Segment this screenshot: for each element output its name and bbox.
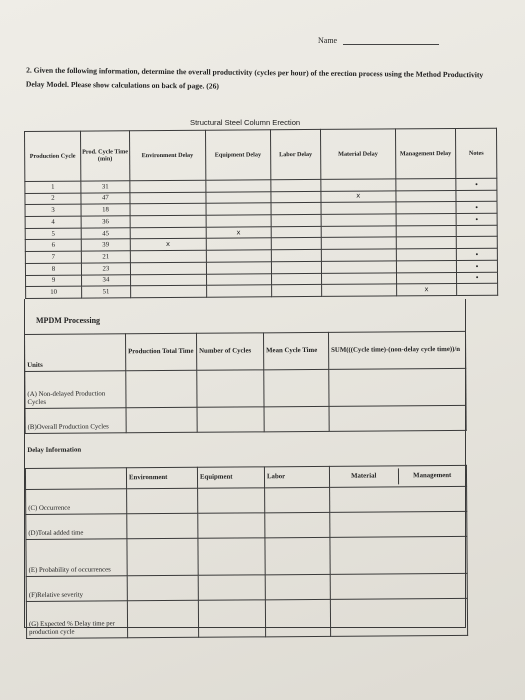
cell-time: 51 xyxy=(82,286,131,298)
cell-env[interactable] xyxy=(130,250,206,262)
row-f-label: (F)Relative severity xyxy=(26,576,127,602)
cell-equip[interactable] xyxy=(206,285,271,297)
cell-labor[interactable] xyxy=(271,285,321,297)
col-material: Material xyxy=(330,468,399,484)
row-d-mat-mgmt[interactable] xyxy=(330,511,467,537)
cell-mgmt[interactable] xyxy=(395,178,456,190)
cell-notes[interactable] xyxy=(456,237,497,249)
cell-env[interactable] xyxy=(130,274,206,286)
cell-labor[interactable] xyxy=(271,261,321,273)
cell-time: 45 xyxy=(81,227,130,239)
cell-equip[interactable] xyxy=(206,273,271,285)
row-e-labor[interactable] xyxy=(265,537,330,574)
col-header-cycle: Production Cycle xyxy=(25,131,81,181)
row-e-label: (E) Probability of occurrences xyxy=(26,539,127,577)
cell-material[interactable] xyxy=(321,214,396,226)
row-e-mat-mgmt[interactable] xyxy=(330,536,467,574)
cell-mgmt[interactable] xyxy=(396,202,457,214)
delay-header-blank xyxy=(25,468,126,490)
col-equipment: Equipment xyxy=(197,467,264,488)
row-b-label: (B)Overall Production Cycles xyxy=(25,408,126,434)
cell-time: 18 xyxy=(81,204,130,216)
cell-env[interactable]: x xyxy=(130,239,206,251)
row-a-sum[interactable] xyxy=(329,368,466,406)
cell-cycle: 6 xyxy=(25,240,81,252)
cell-equip[interactable] xyxy=(206,250,271,262)
cell-notes[interactable]: • xyxy=(457,272,498,284)
cell-time: 21 xyxy=(81,251,130,263)
cell-cycle: 2 xyxy=(25,193,81,205)
row-g-mat-mgmt[interactable] xyxy=(330,598,467,636)
row-d-env[interactable] xyxy=(127,513,198,538)
row-g-equip[interactable] xyxy=(198,600,265,637)
cell-mgmt[interactable] xyxy=(396,260,457,272)
row-d-label: (D)Total added time xyxy=(26,514,127,540)
row-a-mean-cycle[interactable] xyxy=(264,369,329,406)
cell-notes[interactable]: • xyxy=(457,260,498,272)
cell-env[interactable] xyxy=(130,180,206,192)
cycle-rows xyxy=(25,178,498,298)
cell-labor[interactable] xyxy=(271,214,321,226)
cell-equip[interactable] xyxy=(206,262,271,274)
cell-env[interactable] xyxy=(130,285,206,297)
cell-labor[interactable] xyxy=(271,273,321,285)
col-mean-cycle: Mean Cycle Time xyxy=(263,332,328,369)
row-c-equip[interactable] xyxy=(198,488,265,513)
cell-material[interactable]: x xyxy=(321,191,396,203)
cell-cycle: 1 xyxy=(25,181,81,193)
col-header-equip: Equipment Delay xyxy=(205,130,271,180)
row-b-prod-total[interactable] xyxy=(126,407,197,432)
row-f-labor[interactable] xyxy=(265,574,330,599)
question-text: 2. Given the following information, determine the overall productivity (cycles per hour) of the erection process using the Method Productivity Delay Model. Please show calculations on back of page. (26) xyxy=(25,65,484,91)
cell-material[interactable] xyxy=(321,249,396,261)
row-c-mat-mgmt[interactable] xyxy=(330,486,467,512)
cell-cycle: 10 xyxy=(26,286,82,298)
cell-notes[interactable]: • xyxy=(456,248,497,260)
cell-cycle: 4 xyxy=(25,216,81,228)
cell-mgmt[interactable]: x xyxy=(396,284,457,296)
cell-mgmt[interactable] xyxy=(396,272,457,284)
row-c-env[interactable] xyxy=(127,488,198,513)
cell-time: 31 xyxy=(81,181,130,193)
name-blank-line[interactable] xyxy=(343,36,439,45)
cell-notes[interactable]: • xyxy=(456,201,497,213)
row-g-labor[interactable] xyxy=(265,599,330,636)
row-a-num-cycles[interactable] xyxy=(197,370,264,407)
cell-env[interactable] xyxy=(130,262,206,274)
mpdm-heading: MPDM Processing xyxy=(36,316,101,325)
cell-env[interactable] xyxy=(130,204,206,216)
cell-material[interactable] xyxy=(321,179,396,191)
cell-material[interactable] xyxy=(321,261,396,273)
row-b-sum[interactable] xyxy=(329,405,466,431)
col-prod-total: Production Total Time xyxy=(126,333,197,370)
name-label: Name xyxy=(318,36,338,45)
mpdm-table xyxy=(24,331,468,639)
col-header-notes: Notes xyxy=(456,128,497,178)
col-header-mgmt: Management Delay xyxy=(395,128,456,178)
row-b-mean-cycle[interactable] xyxy=(264,406,329,431)
cell-labor[interactable] xyxy=(271,226,321,238)
cell-time: 47 xyxy=(81,192,130,204)
row-b-num-cycles[interactable] xyxy=(197,407,264,432)
cycle-delay-table xyxy=(24,128,498,299)
cell-time: 36 xyxy=(81,216,130,228)
col-labor: Labor xyxy=(264,466,329,487)
units-label: Units xyxy=(25,334,126,372)
cell-equip[interactable] xyxy=(206,215,271,227)
cell-notes[interactable] xyxy=(456,225,497,237)
col-num-cycles: Number of Cycles xyxy=(196,333,263,370)
row-a-prod-total[interactable] xyxy=(126,370,197,407)
cell-labor[interactable] xyxy=(271,191,321,203)
col-management: Management xyxy=(413,472,452,480)
row-c-label: (C) Occurrence xyxy=(26,489,127,515)
table-title: Structural Steel Column Erection xyxy=(190,118,301,127)
cell-equip[interactable] xyxy=(206,203,271,215)
cell-equip[interactable] xyxy=(205,180,270,192)
cell-material[interactable] xyxy=(321,237,396,249)
cell-equip[interactable]: x xyxy=(206,226,271,238)
row-e-env[interactable] xyxy=(127,538,198,575)
row-f-env[interactable] xyxy=(127,575,198,600)
cell-equip[interactable] xyxy=(206,191,271,203)
cell-cycle: 5 xyxy=(25,228,81,240)
cell-mgmt[interactable] xyxy=(396,213,457,225)
cell-cycle: 8 xyxy=(25,263,81,275)
cell-material[interactable] xyxy=(321,272,396,284)
cell-labor[interactable] xyxy=(271,203,321,215)
cell-notes[interactable] xyxy=(457,283,498,295)
cell-time: 23 xyxy=(81,263,130,275)
col-header-material: Material Delay xyxy=(320,129,395,179)
cell-cycle: 3 xyxy=(25,204,81,216)
col-header-labor: Labor Delay xyxy=(270,129,320,179)
col-header-env: Environment Delay xyxy=(129,130,205,180)
delay-info-heading: Delay Information xyxy=(27,446,82,454)
cell-material[interactable] xyxy=(321,226,396,238)
row-f-equip[interactable] xyxy=(198,575,265,600)
table-row xyxy=(26,283,498,298)
cell-time: 34 xyxy=(81,274,130,286)
row-e-equip[interactable] xyxy=(198,538,265,575)
cell-labor[interactable] xyxy=(271,179,321,191)
cell-env[interactable] xyxy=(130,215,206,227)
cell-cycle: 9 xyxy=(26,275,82,287)
row-a-label: (A) Non-delayed Production Cycles xyxy=(25,371,126,409)
cell-mgmt[interactable] xyxy=(396,249,457,261)
cell-labor[interactable] xyxy=(271,250,321,262)
cell-cycle: 7 xyxy=(25,251,81,263)
cell-time: 39 xyxy=(81,239,130,251)
cell-labor[interactable] xyxy=(271,238,321,250)
cell-mgmt[interactable] xyxy=(395,190,456,202)
row-f-mat-mgmt[interactable] xyxy=(330,573,467,599)
row-d-equip[interactable] xyxy=(198,513,265,538)
col-sum: SUM(((Cycle time)-(non-delay cycle time))/n xyxy=(328,331,465,369)
cell-material[interactable] xyxy=(321,202,396,214)
cell-notes[interactable]: • xyxy=(456,178,497,190)
col-environment: Environment xyxy=(126,467,197,488)
row-g-env[interactable] xyxy=(127,600,198,637)
row-c-labor[interactable] xyxy=(265,487,330,512)
cell-notes[interactable] xyxy=(456,190,497,202)
cell-env[interactable] xyxy=(130,192,206,204)
row-g-label: (G) Expected % Delay time per production cycle xyxy=(26,601,127,639)
name-field xyxy=(318,36,439,45)
cell-material[interactable] xyxy=(322,284,397,296)
cell-equip[interactable] xyxy=(206,238,271,250)
cell-env[interactable] xyxy=(130,227,206,239)
col-header-time: Prod. Cycle Time (min) xyxy=(80,131,129,181)
cell-notes[interactable]: • xyxy=(456,213,497,225)
cell-mgmt[interactable] xyxy=(396,237,457,249)
row-d-labor[interactable] xyxy=(265,512,330,537)
cell-mgmt[interactable] xyxy=(396,225,457,237)
